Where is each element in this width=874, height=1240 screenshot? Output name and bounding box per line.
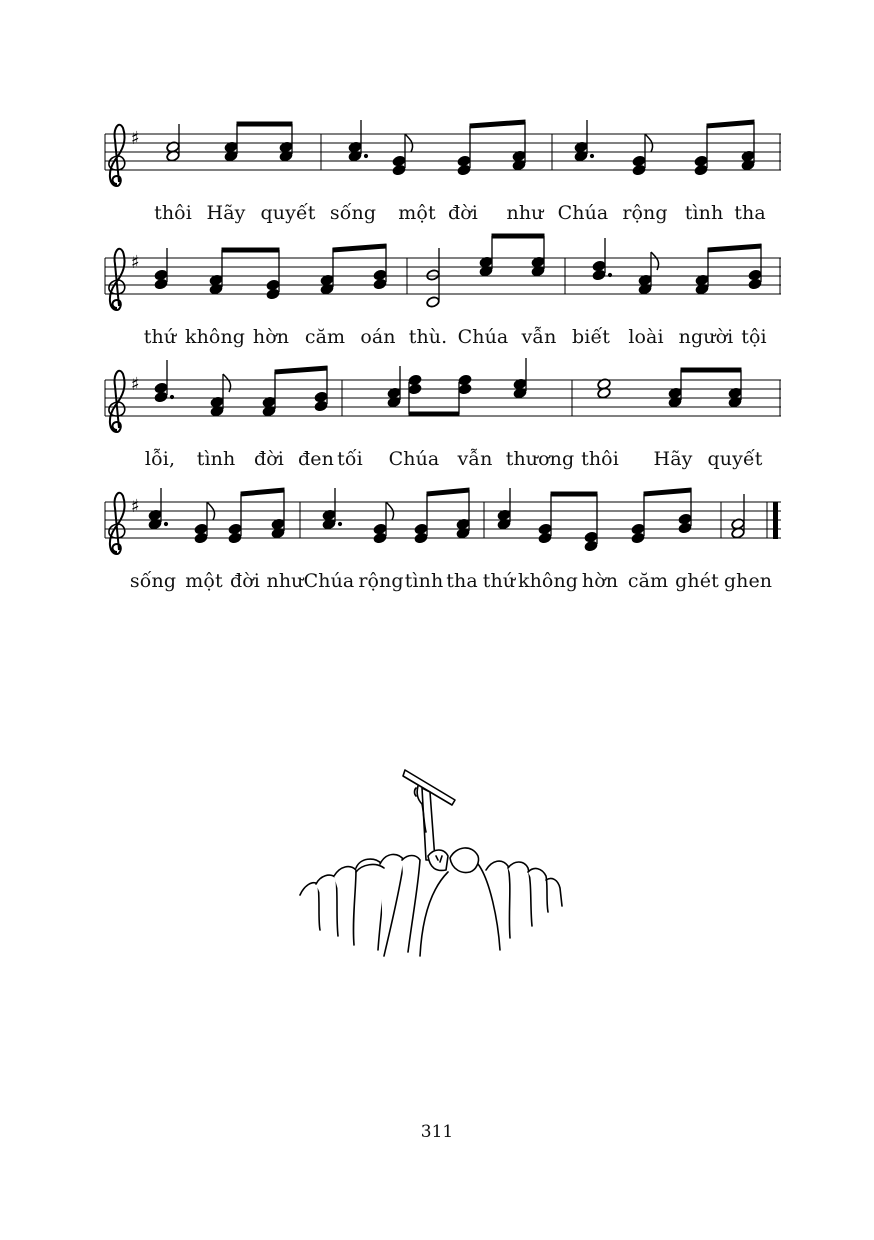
staff-system-2 (97, 234, 781, 334)
lyric-word: quyết (707, 448, 763, 470)
lyric-word: sống (329, 202, 377, 224)
lyric-word: thứ (143, 326, 177, 348)
crucifix-crowd-illustration (290, 760, 570, 960)
lyrics-line-3 (0, 448, 874, 474)
lyric-word: Chúa (388, 448, 440, 470)
page-number: 311 (420, 1122, 454, 1142)
lyric-word: rộng (358, 570, 404, 592)
lyrics-line-1 (0, 202, 874, 228)
crucifix-icon (290, 760, 570, 960)
lyric-word: một (185, 570, 223, 592)
final-barline (773, 502, 778, 539)
sharp-icon: ♯ (131, 496, 140, 517)
lyric-word: rộng (622, 202, 668, 224)
staff-2-notation (97, 234, 781, 334)
lyric-word: lỗi, (144, 448, 176, 470)
sharp-icon: ♯ (131, 252, 140, 273)
staff-1-notation (97, 110, 781, 210)
lyric-word: thôi (581, 448, 619, 470)
lyric-word: vẫn (457, 448, 493, 470)
lyric-word: một (398, 202, 436, 224)
lyric-word: vẫn (521, 326, 557, 348)
lyric-word: Chúa (557, 202, 609, 224)
lyric-word: loài (628, 326, 664, 348)
lyric-word: ghen (723, 570, 773, 592)
lyric-word: oán (360, 326, 396, 348)
lyrics-line-4 (0, 570, 874, 596)
lyric-word: đen (298, 448, 334, 470)
staff-system-4 (97, 478, 781, 578)
sharp-icon: ♯ (131, 374, 140, 395)
lyric-word: không (184, 326, 246, 348)
lyric-word: tha (446, 570, 478, 592)
lyrics-line-2 (0, 326, 874, 352)
lyric-word: Hãy (206, 202, 246, 224)
lyric-word: như (506, 202, 544, 224)
staff-system-1 (97, 110, 781, 210)
lyric-word: Chúa (303, 570, 355, 592)
staff-system-3 (97, 356, 781, 456)
staff-3-notation (97, 356, 781, 456)
lyric-word: tội (741, 326, 767, 348)
lyric-word: tối (337, 448, 363, 470)
lyric-word: thù. (408, 326, 448, 348)
lyric-word: Hãy (653, 448, 693, 470)
sharp-icon: ♯ (131, 128, 140, 149)
lyric-word: căm (304, 326, 346, 348)
lyric-word: quyết (260, 202, 316, 224)
lyric-word: thứ (482, 570, 516, 592)
lyric-word: tình (404, 570, 444, 592)
lyric-word: thôi (154, 202, 192, 224)
lyric-word: hờn (581, 570, 619, 592)
lyric-word: căm (627, 570, 669, 592)
lyric-word: như (266, 570, 304, 592)
lyric-word: hờn (252, 326, 290, 348)
lyric-word: sống (129, 570, 177, 592)
lyric-word: đời (448, 202, 478, 224)
lyric-word: Chúa (457, 326, 509, 348)
lyric-word: tình (196, 448, 236, 470)
lyric-word: người (678, 326, 734, 348)
lyric-word: đời (254, 448, 284, 470)
lyric-word: không (517, 570, 579, 592)
lyric-word: ghét (675, 570, 719, 592)
lyric-word: đời (230, 570, 260, 592)
lyric-word: tha (734, 202, 766, 224)
staff-4-notation (97, 478, 781, 578)
lyric-word: tình (684, 202, 724, 224)
lyric-word: biết (572, 326, 610, 348)
lyric-word: thương (505, 448, 575, 470)
